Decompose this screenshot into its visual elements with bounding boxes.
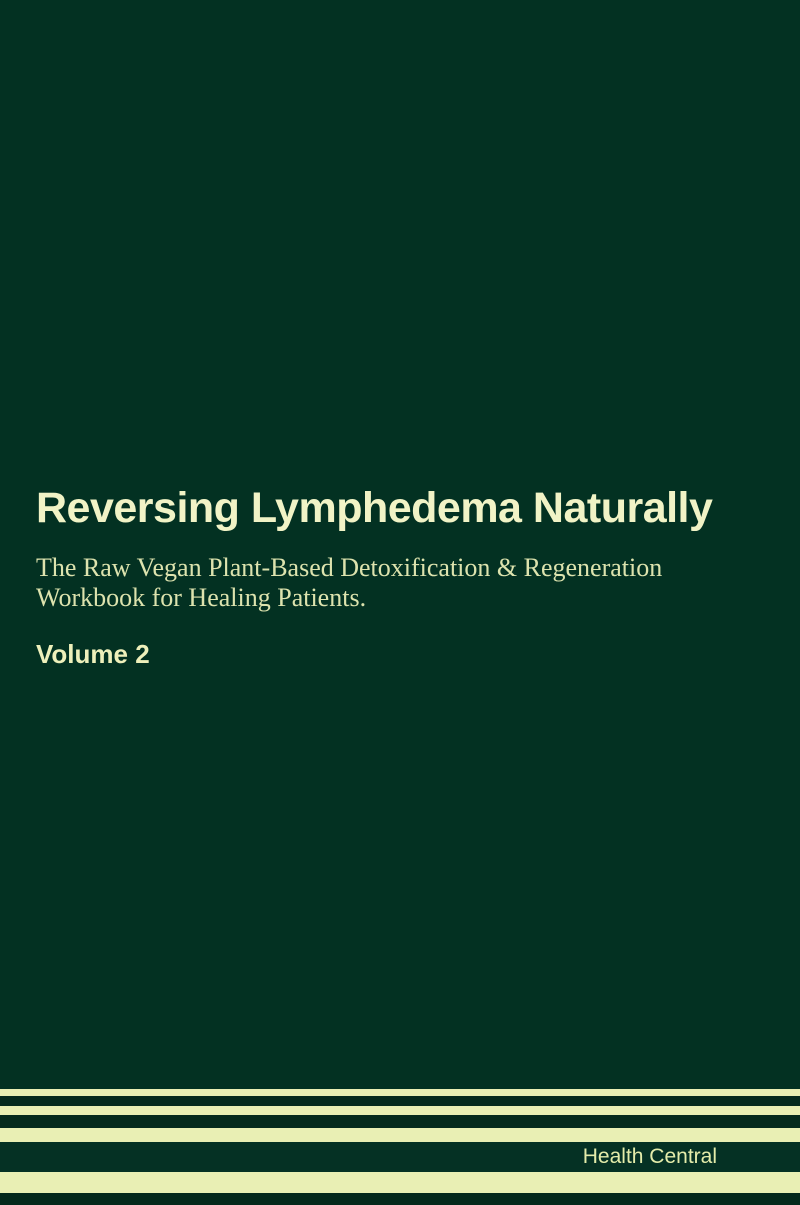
book-subtitle: The Raw Vegan Plant-Based Detoxification & Regeneration Workbook for Healing Patients. [36,553,663,612]
decorative-stripe-gap-1 [0,1096,800,1106]
decorative-stripe-4 [0,1172,800,1193]
decorative-stripe-3 [0,1128,800,1142]
publisher-band [0,1142,800,1172]
decorative-stripe-footer [0,1193,800,1205]
volume-label: Volume 2 [36,639,150,669]
decorative-stripe-2 [0,1106,800,1115]
decorative-stripe-1 [0,1089,800,1096]
decorative-stripe-gap-2 [0,1115,800,1128]
book-title: Reversing Lymphedema Naturally [36,484,713,532]
publisher-name: Health Central [582,1145,717,1168]
